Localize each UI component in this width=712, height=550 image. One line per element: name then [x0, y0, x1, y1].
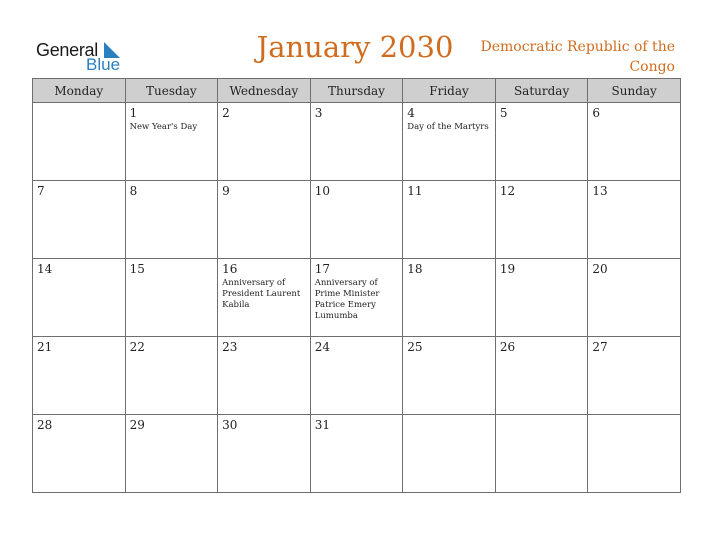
day-cell — [310, 337, 403, 415]
holiday-label: Day of the Martyrs — [407, 122, 489, 132]
weekday-header: Wednesday — [218, 79, 311, 103]
day-cell — [310, 181, 403, 259]
calendar-grid — [32, 78, 681, 493]
day-number: 16 — [222, 262, 238, 276]
day-cell — [495, 337, 588, 415]
day-number: 9 — [222, 184, 230, 198]
day-number: 20 — [592, 262, 608, 276]
day-number: 23 — [222, 340, 238, 354]
day-number: 13 — [592, 184, 608, 198]
day-cell — [125, 259, 218, 337]
day-number: 10 — [314, 184, 330, 198]
day-cell — [33, 415, 126, 493]
day-number: 11 — [407, 184, 423, 198]
day-cell — [125, 181, 218, 259]
day-cell — [218, 181, 311, 259]
day-number: 18 — [407, 262, 423, 276]
day-number: 3 — [314, 106, 323, 120]
day-number: 25 — [407, 340, 423, 354]
day-number: 15 — [129, 262, 145, 276]
day-cell — [218, 415, 311, 493]
week-row — [33, 181, 681, 259]
day-number: 28 — [37, 418, 53, 432]
day-cell — [495, 103, 588, 181]
day-cell — [588, 337, 681, 415]
day-number: 1 — [129, 106, 138, 120]
day-cell — [218, 337, 311, 415]
week-row — [33, 337, 681, 415]
day-number: 21 — [37, 340, 53, 354]
weekday-header: Monday — [33, 79, 126, 103]
day-cell — [310, 415, 403, 493]
holiday-label: Anniversary of Prime Minister Patrice Emery Lumumba — [314, 278, 380, 321]
day-cell — [218, 259, 311, 337]
day-number: 29 — [129, 418, 145, 432]
day-number: 7 — [37, 184, 45, 198]
day-cell — [403, 337, 496, 415]
day-number: 17 — [314, 262, 330, 276]
holiday-label: Anniversary of President Laurent Kabila — [222, 278, 301, 310]
weekday-header: Sunday — [588, 79, 681, 103]
day-number: 6 — [592, 106, 601, 120]
week-row — [33, 103, 681, 181]
holiday-label: New Year's Day — [129, 122, 198, 132]
day-number: 14 — [37, 262, 53, 276]
country-name: Democratic Republic of the Congo — [480, 39, 675, 75]
day-cell — [588, 181, 681, 259]
week-row — [33, 415, 681, 493]
day-cell — [588, 415, 681, 493]
weekday-header: Saturday — [495, 79, 588, 103]
weekday-header-row — [33, 79, 681, 103]
generalblue-logo — [36, 40, 136, 74]
day-number: 8 — [129, 184, 138, 198]
day-number: 19 — [499, 262, 516, 276]
day-number: 5 — [499, 106, 508, 120]
day-number: 27 — [592, 340, 608, 354]
day-number: 22 — [129, 340, 145, 354]
day-number: 12 — [499, 184, 516, 198]
day-cell — [403, 103, 496, 181]
day-number: 24 — [314, 340, 330, 354]
day-cell — [218, 103, 311, 181]
day-number: 31 — [314, 418, 330, 432]
weekday-header: Friday — [403, 79, 496, 103]
logo-text-blue: Blue — [86, 55, 121, 74]
day-cell — [588, 103, 681, 181]
day-cell — [310, 259, 403, 337]
day-number: 2 — [222, 106, 230, 120]
day-cell — [495, 181, 588, 259]
day-cell — [125, 415, 218, 493]
day-cell — [403, 181, 496, 259]
day-cell — [33, 337, 126, 415]
day-number: 30 — [222, 418, 238, 432]
day-cell — [495, 259, 588, 337]
day-cell — [588, 259, 681, 337]
logo-text-general: General — [36, 40, 98, 60]
day-cell — [33, 181, 126, 259]
page-title: January 2030 — [256, 30, 454, 64]
day-cell — [403, 415, 496, 493]
day-cell — [403, 259, 496, 337]
day-number: 26 — [499, 340, 516, 354]
day-cell — [33, 103, 126, 181]
weekday-header: Tuesday — [125, 79, 218, 103]
day-cell — [495, 415, 588, 493]
day-number: 4 — [407, 106, 415, 120]
day-cell — [125, 103, 218, 181]
week-row — [33, 259, 681, 337]
weekday-header: Thursday — [310, 79, 403, 103]
day-cell — [310, 103, 403, 181]
day-cell — [33, 259, 126, 337]
day-cell — [125, 337, 218, 415]
